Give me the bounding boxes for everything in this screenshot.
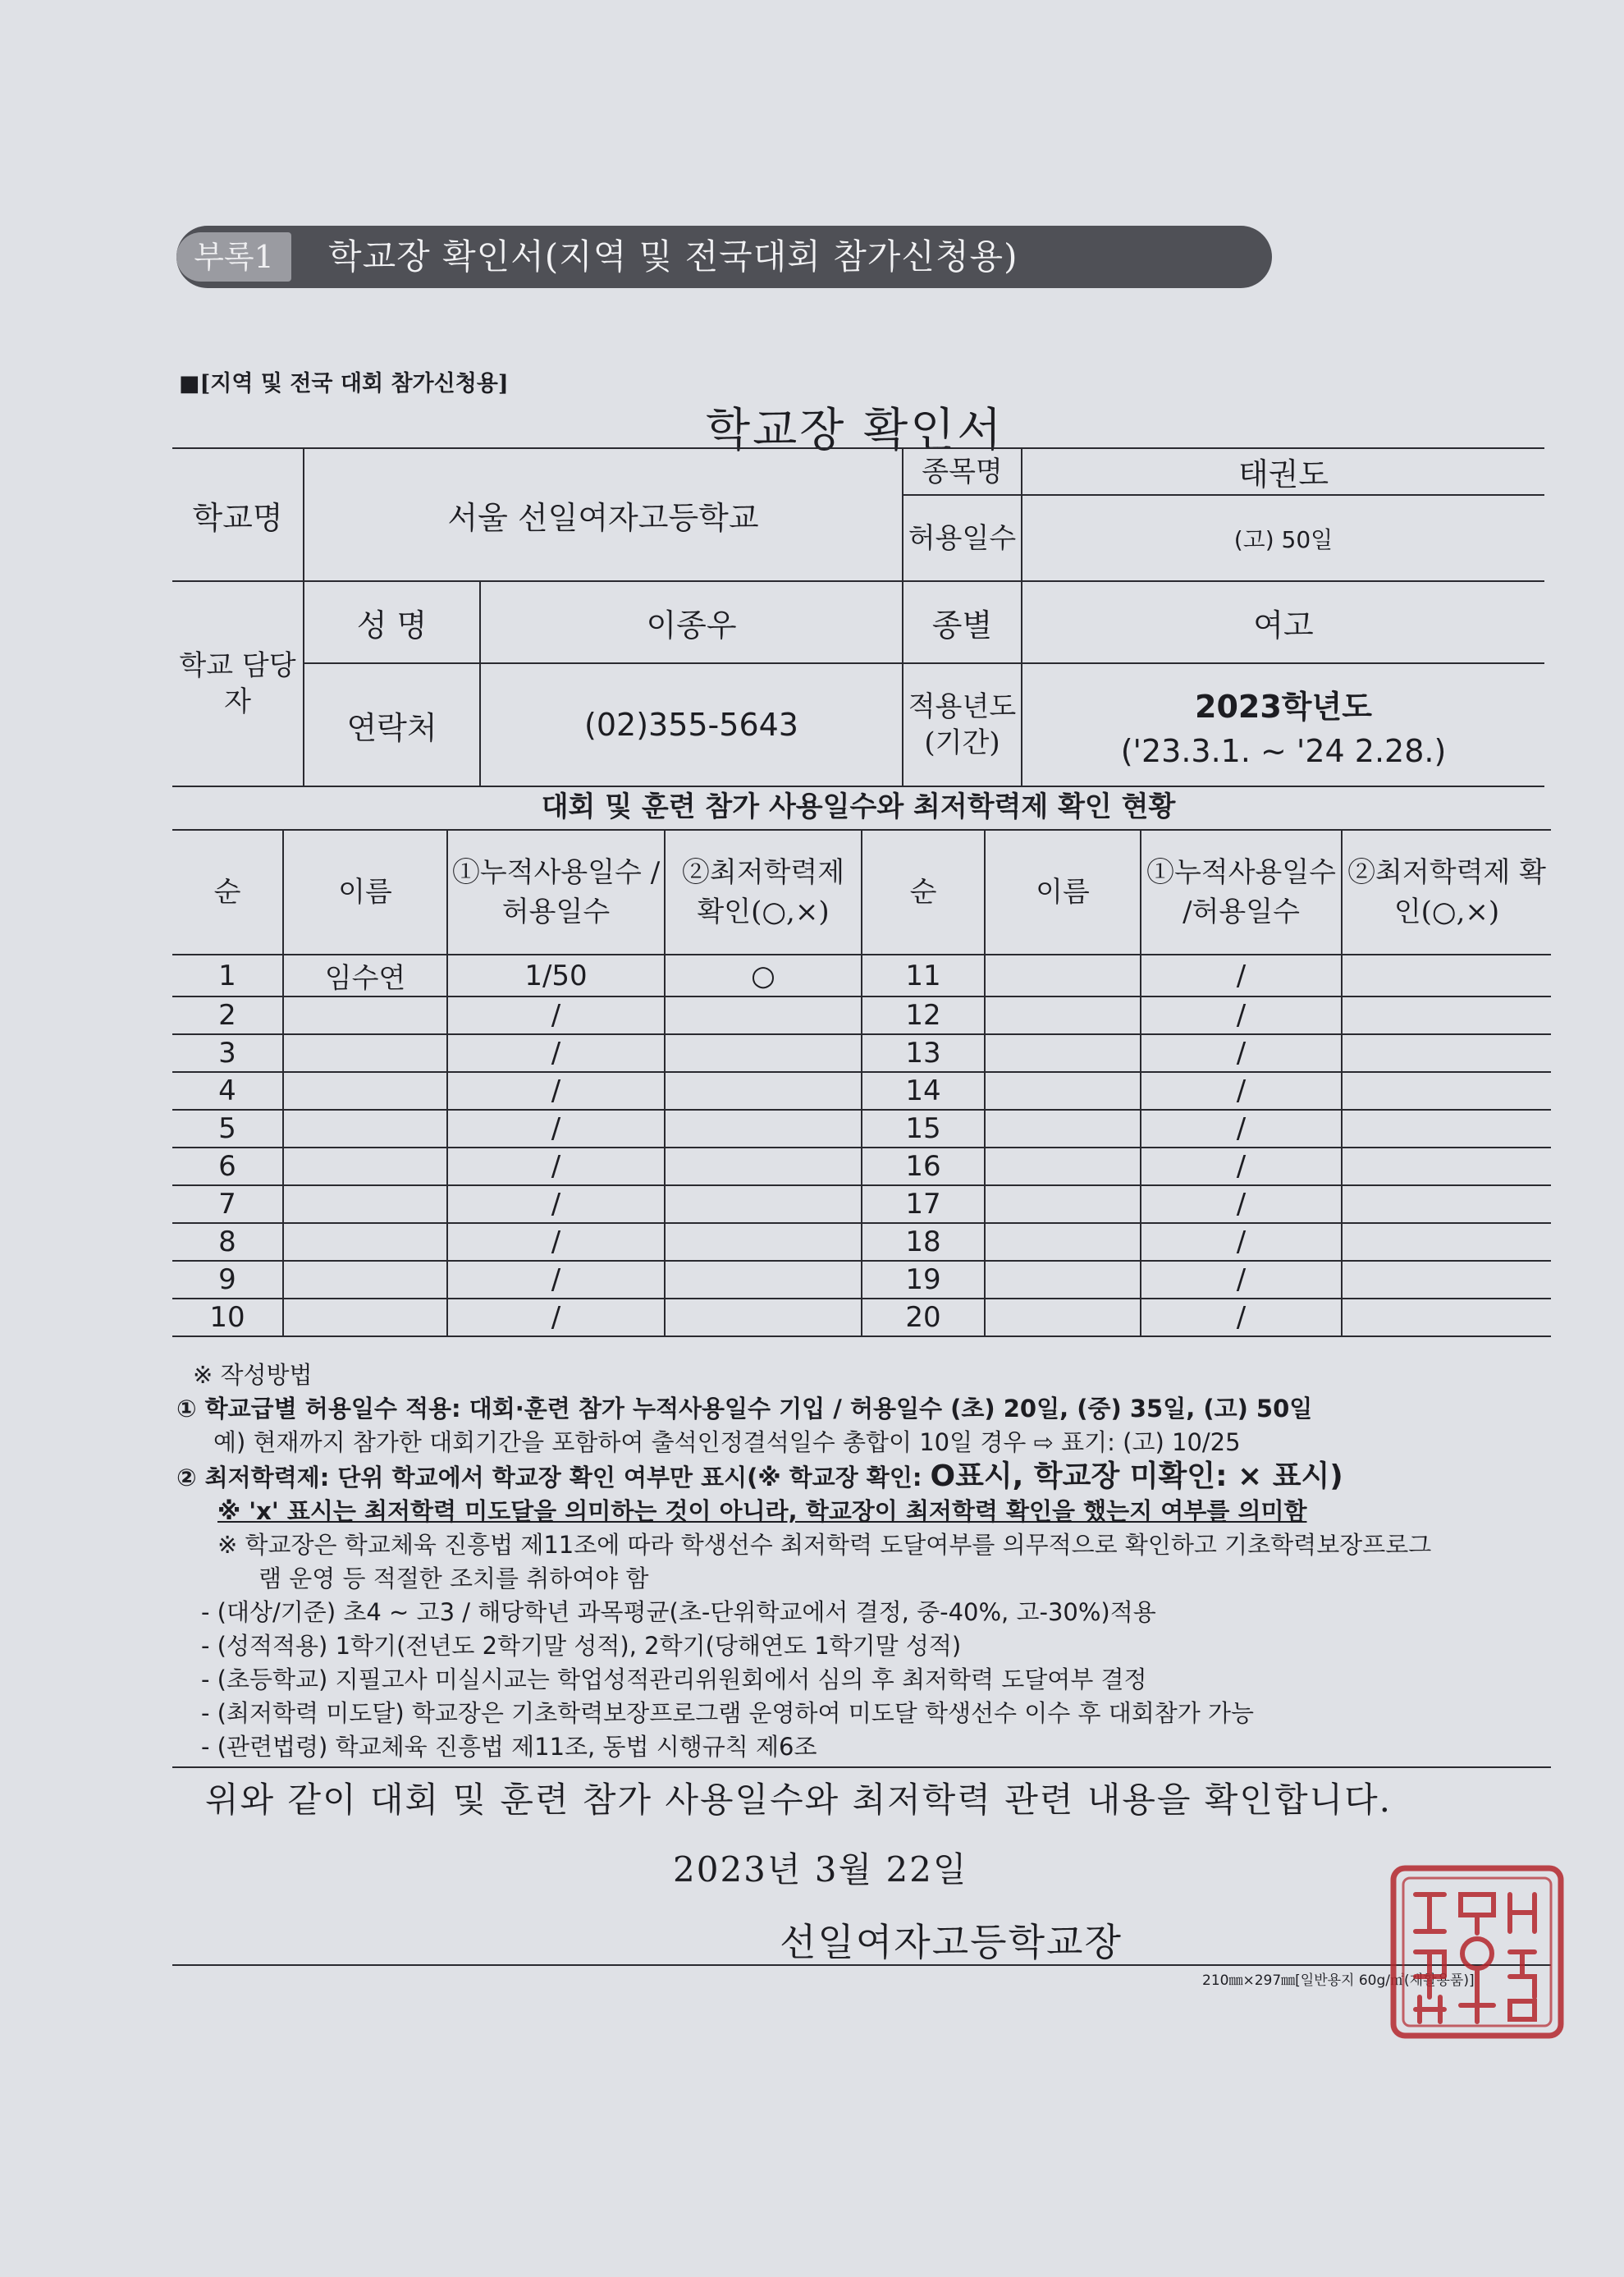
section-title: 대회 및 훈련 참가 사용일수와 최저학력제 확인 현황 bbox=[541, 790, 1176, 823]
table-row bbox=[172, 1072, 1551, 1110]
divider-top bbox=[172, 1766, 1551, 1768]
note-line-10: - (최저학력 미도달) 학교장은 기초학력보장프로그램 운영하여 미도달 학생선수 이수 후 대회참가 가능 bbox=[201, 1699, 1255, 1727]
note-line-3 bbox=[176, 1459, 1555, 1495]
row-check-2 bbox=[1342, 996, 1551, 1034]
note-line-5: ※ 학교장은 학교체육 진흥법 제11조에 따라 학생선수 최저학력 도달여부를 의무적으로 확인하고 기초학력보장프로그 bbox=[217, 1531, 1432, 1559]
date: 2023년 3월 22일 bbox=[673, 1849, 968, 1890]
appendix-tag: 부록1 bbox=[176, 232, 291, 282]
info-table bbox=[172, 447, 1544, 787]
row-no: 6 bbox=[172, 1148, 283, 1185]
note-line-9: - (초등학교) 지필고사 미실시교는 학업성적관리위원회에서 심의 후 최저학력 도달여부 결정 bbox=[201, 1665, 1147, 1693]
row-days-2: / bbox=[1141, 955, 1342, 996]
row-check-2 bbox=[1342, 955, 1551, 996]
header-days: ①누적사용일수 /허용일수 bbox=[447, 830, 665, 955]
row-name bbox=[283, 1110, 447, 1148]
name-value: 이종우 bbox=[480, 581, 903, 663]
row-no-2: 20 bbox=[862, 1299, 985, 1336]
row-days-2: / bbox=[1141, 1261, 1342, 1299]
header-days-2: ①누적사용일수 /허용일수 bbox=[1141, 830, 1342, 955]
row-days-2: / bbox=[1141, 1223, 1342, 1261]
row-check-2 bbox=[1342, 1185, 1551, 1223]
row-name-2 bbox=[985, 996, 1141, 1034]
row-check bbox=[665, 1072, 862, 1110]
row-name-2 bbox=[985, 1034, 1141, 1072]
note-line-8: - (성적적용) 1학기(전년도 2학기말 성적), 2학기(당해연도 1학기말 성적) bbox=[201, 1632, 962, 1660]
row-check bbox=[665, 1148, 862, 1185]
header-name-2: 이름 bbox=[985, 830, 1141, 955]
row-check-2 bbox=[1342, 1148, 1551, 1185]
note-line-7: - (대상/기준) 초4 ~ 고3 / 해당학년 과목평균(초-단위학교에서 결정, 중-40%, 고-30%)적용 bbox=[201, 1598, 1156, 1626]
note-line-3a: ② 최저학력제: 단위 학교에서 학교장 확인 여부만 표시(※ 학교장 확인: bbox=[176, 1464, 931, 1491]
row-name bbox=[283, 1072, 447, 1110]
row-check-2 bbox=[1342, 1299, 1551, 1336]
manager-label: 학교 담당자 bbox=[172, 581, 304, 786]
row-no-2: 19 bbox=[862, 1261, 985, 1299]
row-check-2 bbox=[1342, 1110, 1551, 1148]
table-header bbox=[172, 830, 1551, 955]
confirm-statement: 위와 같이 대회 및 훈련 참가 사용일수와 최저학력 관련 내용을 확인합니다. bbox=[205, 1780, 1393, 1820]
row-name-2 bbox=[985, 1072, 1141, 1110]
row-name-2 bbox=[985, 1110, 1141, 1148]
row-name bbox=[283, 1261, 447, 1299]
row-days: / bbox=[447, 1148, 665, 1185]
row-check-2 bbox=[1342, 1072, 1551, 1110]
header-no-2: 순 bbox=[862, 830, 985, 955]
row-check bbox=[665, 1034, 862, 1072]
row-days: / bbox=[447, 1110, 665, 1148]
type-label: 종별 bbox=[903, 581, 1022, 663]
sport-label: 종목명 bbox=[903, 448, 1022, 495]
table-row bbox=[172, 1110, 1551, 1148]
row-name-2 bbox=[985, 1223, 1141, 1261]
row-no-2: 14 bbox=[862, 1072, 985, 1110]
row-check: ○ bbox=[665, 955, 862, 996]
table-row bbox=[172, 1034, 1551, 1072]
participation-table bbox=[172, 829, 1551, 1337]
year-label: 적용년도 (기간) bbox=[903, 663, 1022, 786]
name-label: 성 명 bbox=[304, 581, 480, 663]
row-check-2 bbox=[1342, 1034, 1551, 1072]
table-row bbox=[172, 1299, 1551, 1336]
row-name-2 bbox=[985, 1185, 1141, 1223]
header-no: 순 bbox=[172, 830, 283, 955]
row-no-2: 17 bbox=[862, 1185, 985, 1223]
row-check bbox=[665, 1185, 862, 1223]
notes-heading: ※ 작성방법 bbox=[193, 1361, 313, 1389]
row-days-2: / bbox=[1141, 1148, 1342, 1185]
table-row bbox=[172, 1261, 1551, 1299]
contact-label: 연락처 bbox=[304, 663, 480, 786]
row-name bbox=[283, 996, 447, 1034]
row-days-2: / bbox=[1141, 1185, 1342, 1223]
row-days-2: / bbox=[1141, 1110, 1342, 1148]
row-days-2: / bbox=[1141, 1072, 1342, 1110]
row-name-2 bbox=[985, 1299, 1141, 1336]
row-days-2: / bbox=[1141, 1299, 1342, 1336]
row-check-2 bbox=[1342, 1223, 1551, 1261]
row-days: / bbox=[447, 1034, 665, 1072]
row-name bbox=[283, 1185, 447, 1223]
row-check bbox=[665, 1299, 862, 1336]
row-no: 7 bbox=[172, 1185, 283, 1223]
row-check bbox=[665, 1261, 862, 1299]
row-days-2: / bbox=[1141, 1034, 1342, 1072]
row-days: / bbox=[447, 1072, 665, 1110]
allowed-label: 허용일수 bbox=[903, 495, 1022, 581]
row-name-2 bbox=[985, 1261, 1141, 1299]
note-line-3b: O표시, 학교장 미확인: × 표시) bbox=[930, 1459, 1343, 1493]
note-line-2: 예) 현재까지 참가한 대회기간을 포함하여 출석인정결석일수 총합이 10일 경우 ⇨ 표기: (고) 10/25 bbox=[213, 1428, 1241, 1456]
row-no: 8 bbox=[172, 1223, 283, 1261]
row-name bbox=[283, 1034, 447, 1072]
row-days: / bbox=[447, 996, 665, 1034]
document-title: 학교장 확인서 bbox=[706, 404, 1004, 457]
row-days: / bbox=[447, 1299, 665, 1336]
note-line-11: - (관련법령) 학교체육 진흥법 제11조, 동법 시행규칙 제6조 bbox=[201, 1733, 817, 1761]
table-row bbox=[172, 955, 1551, 996]
row-name-2 bbox=[985, 1148, 1141, 1185]
row-no-2: 13 bbox=[862, 1034, 985, 1072]
allowed-value: (고) 50일 bbox=[1022, 495, 1544, 581]
official-seal bbox=[1387, 1862, 1567, 2042]
row-no: 1 bbox=[172, 955, 283, 996]
row-no: 9 bbox=[172, 1261, 283, 1299]
row-no-2: 12 bbox=[862, 996, 985, 1034]
header-check: ②최저학력제 확인(○,×) bbox=[665, 830, 862, 955]
table-row bbox=[172, 1185, 1551, 1223]
signer: 선일여자고등학교장 bbox=[780, 1920, 1123, 1964]
table-row bbox=[172, 1223, 1551, 1261]
row-no-2: 15 bbox=[862, 1110, 985, 1148]
note-line-4: ※ 'x' 표시는 최저학력 미도달을 의미하는 것이 아니라, 학교장이 최저학력 확인을 했는지 여부를 의미함 bbox=[217, 1497, 1307, 1525]
row-name: 임수연 bbox=[283, 955, 447, 996]
year-cell bbox=[1022, 663, 1544, 786]
header-name: 이름 bbox=[283, 830, 447, 955]
row-days: / bbox=[447, 1185, 665, 1223]
row-no-2: 11 bbox=[862, 955, 985, 996]
row-no: 4 bbox=[172, 1072, 283, 1110]
row-no: 2 bbox=[172, 996, 283, 1034]
row-no: 5 bbox=[172, 1110, 283, 1148]
contact-value: (02)355-5643 bbox=[480, 663, 903, 786]
paper-spec: 210㎜×297㎜[일반용지 60g/㎡(재활용품)] bbox=[1202, 1972, 1475, 1989]
row-no: 3 bbox=[172, 1034, 283, 1072]
row-name bbox=[283, 1148, 447, 1185]
row-days: / bbox=[447, 1223, 665, 1261]
period-value: ('23.3.1. ~ '24 2.28.) bbox=[1120, 732, 1447, 769]
banner-title: 학교장 확인서(지역 및 전국대회 참가신청용) bbox=[328, 236, 1018, 277]
row-no: 10 bbox=[172, 1299, 283, 1336]
table-row bbox=[172, 996, 1551, 1034]
note-line-1: ① 학교급별 허용일수 적용: 대회·훈련 참가 누적사용일수 기입 / 허용일수 (초) 20일, (중) 35일, (고) 50일 bbox=[176, 1395, 1313, 1423]
row-name bbox=[283, 1223, 447, 1261]
row-days: / bbox=[447, 1261, 665, 1299]
sport-value: 태권도 bbox=[1022, 448, 1544, 495]
row-check bbox=[665, 1223, 862, 1261]
instructions bbox=[176, 1358, 1555, 1764]
row-days-2: / bbox=[1141, 996, 1342, 1034]
year-value: 2023학년도 bbox=[1195, 688, 1372, 725]
type-value: 여고 bbox=[1022, 581, 1544, 663]
row-name bbox=[283, 1299, 447, 1336]
row-check bbox=[665, 996, 862, 1034]
row-check-2 bbox=[1342, 1261, 1551, 1299]
row-name-2 bbox=[985, 955, 1141, 996]
divider-bottom bbox=[172, 1964, 1551, 1966]
row-days: 1/50 bbox=[447, 955, 665, 996]
note-line-6: 램 운영 등 적절한 조치를 취하여야 함 bbox=[258, 1565, 649, 1592]
row-no-2: 16 bbox=[862, 1148, 985, 1185]
school-value: 서울 선일여자고등학교 bbox=[304, 448, 903, 581]
form-type-label: ■[지역 및 전국 대회 참가신청용] bbox=[179, 371, 509, 396]
header-check-2: ②최저학력제 확인(○,×) bbox=[1342, 830, 1551, 955]
row-no-2: 18 bbox=[862, 1223, 985, 1261]
row-check bbox=[665, 1110, 862, 1148]
table-row bbox=[172, 1148, 1551, 1185]
school-label: 학교명 bbox=[172, 448, 304, 581]
